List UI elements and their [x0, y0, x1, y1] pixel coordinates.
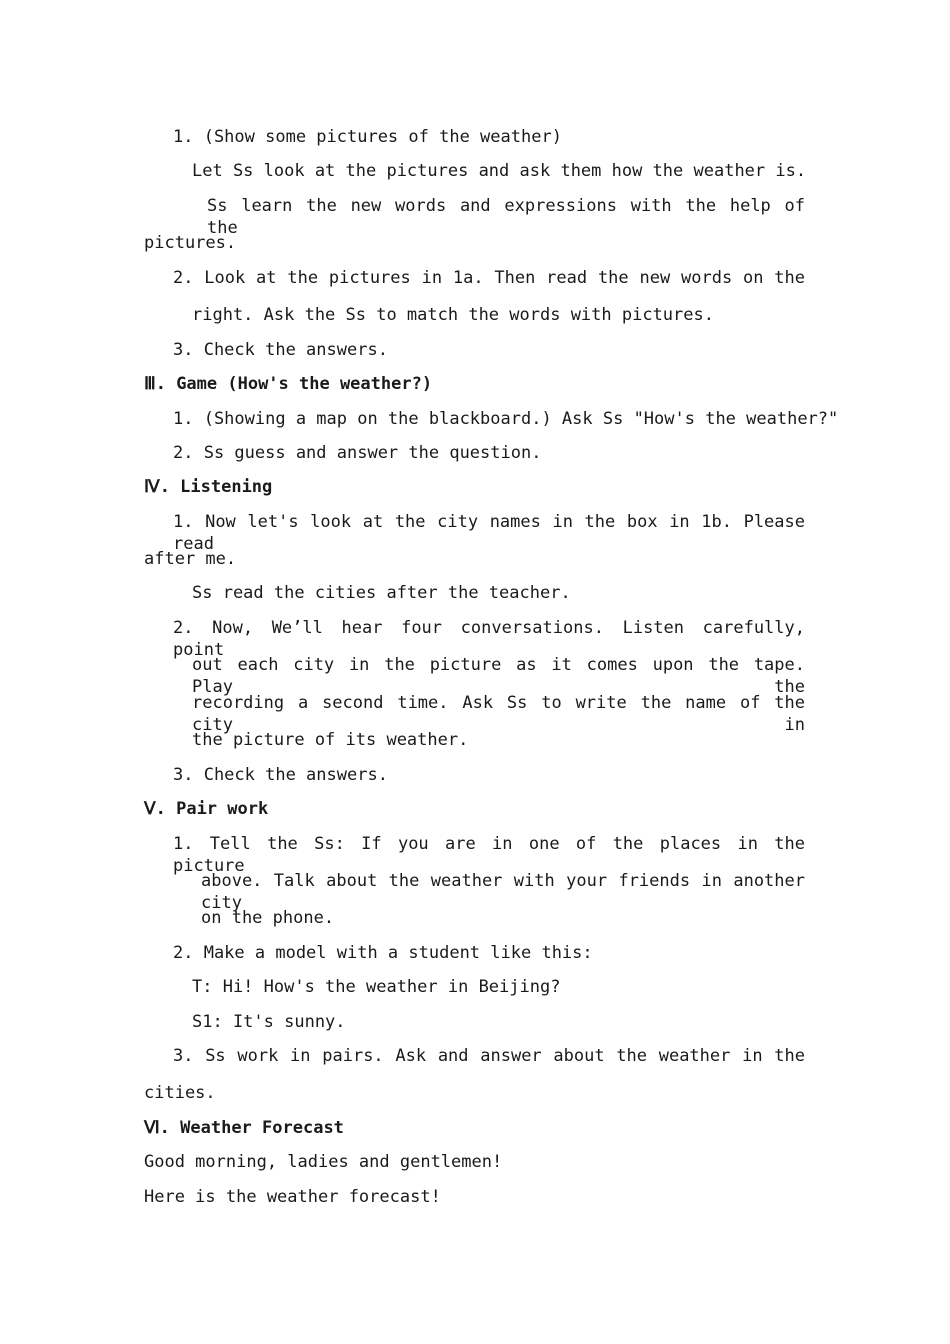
section-heading: Ⅵ. Weather Forecast: [144, 1118, 344, 1138]
dialogue-line: S1: It's sunny.: [192, 1012, 346, 1032]
section-heading: Ⅴ. Pair work: [144, 799, 269, 819]
paragraph-line: Good morning, ladies and gentlemen!: [144, 1152, 503, 1172]
paragraph-line: the picture of its weather.: [192, 730, 469, 750]
list-item: 2. Look at the pictures in 1a. Then read the new words on the: [173, 268, 805, 288]
list-item: 2. Now, We’ll hear four conversations. Listen carefully, point: [173, 618, 805, 660]
section-heading: Ⅲ. Game (How's the weather?): [144, 374, 433, 394]
paragraph-line: right. Ask the Ss to match the words with pictures.: [192, 305, 714, 325]
list-item: 1. Now let's look at the city names in the box in 1b. Please read: [173, 512, 805, 554]
paragraph-line: Here is the weather forecast!: [144, 1187, 441, 1207]
paragraph-line: Ss read the cities after the teacher.: [192, 583, 571, 603]
list-item: 1. Tell the Ss: If you are in one of the places in the picture: [173, 834, 805, 876]
list-item: 3. Check the answers.: [173, 765, 388, 785]
paragraph-line: Let Ss look at the pictures and ask them how the weather is.: [192, 161, 807, 181]
list-item: 3. Ss work in pairs. Ask and answer about the weather in the: [173, 1046, 805, 1066]
list-item: 3. Check the answers.: [173, 340, 388, 360]
paragraph-line: after me.: [144, 549, 237, 569]
paragraph-line: out each city in the picture as it comes upon the tape. Play the: [192, 655, 805, 697]
list-item: 1. (Show some pictures of the weather): [173, 127, 562, 147]
section-heading: Ⅳ. Listening: [144, 477, 273, 497]
dialogue-line: T: Hi! How's the weather in Beijing?: [192, 977, 561, 997]
paragraph-line: pictures.: [144, 233, 237, 253]
list-item: 2. Make a model with a student like this:: [173, 943, 593, 963]
paragraph-line: Ss learn the new words and expressions with the help of the: [207, 196, 805, 238]
paragraph-line: on the phone.: [201, 908, 335, 928]
paragraph-line: above. Talk about the weather with your friends in another city: [201, 871, 805, 913]
paragraph-line: cities.: [144, 1083, 216, 1103]
list-item: 1. (Showing a map on the blackboard.) Ask Ss "How's the weather?": [173, 409, 839, 429]
paragraph-line: recording a second time. Ask Ss to write the name of the city in: [192, 693, 805, 735]
list-item: 2. Ss guess and answer the question.: [173, 443, 542, 463]
